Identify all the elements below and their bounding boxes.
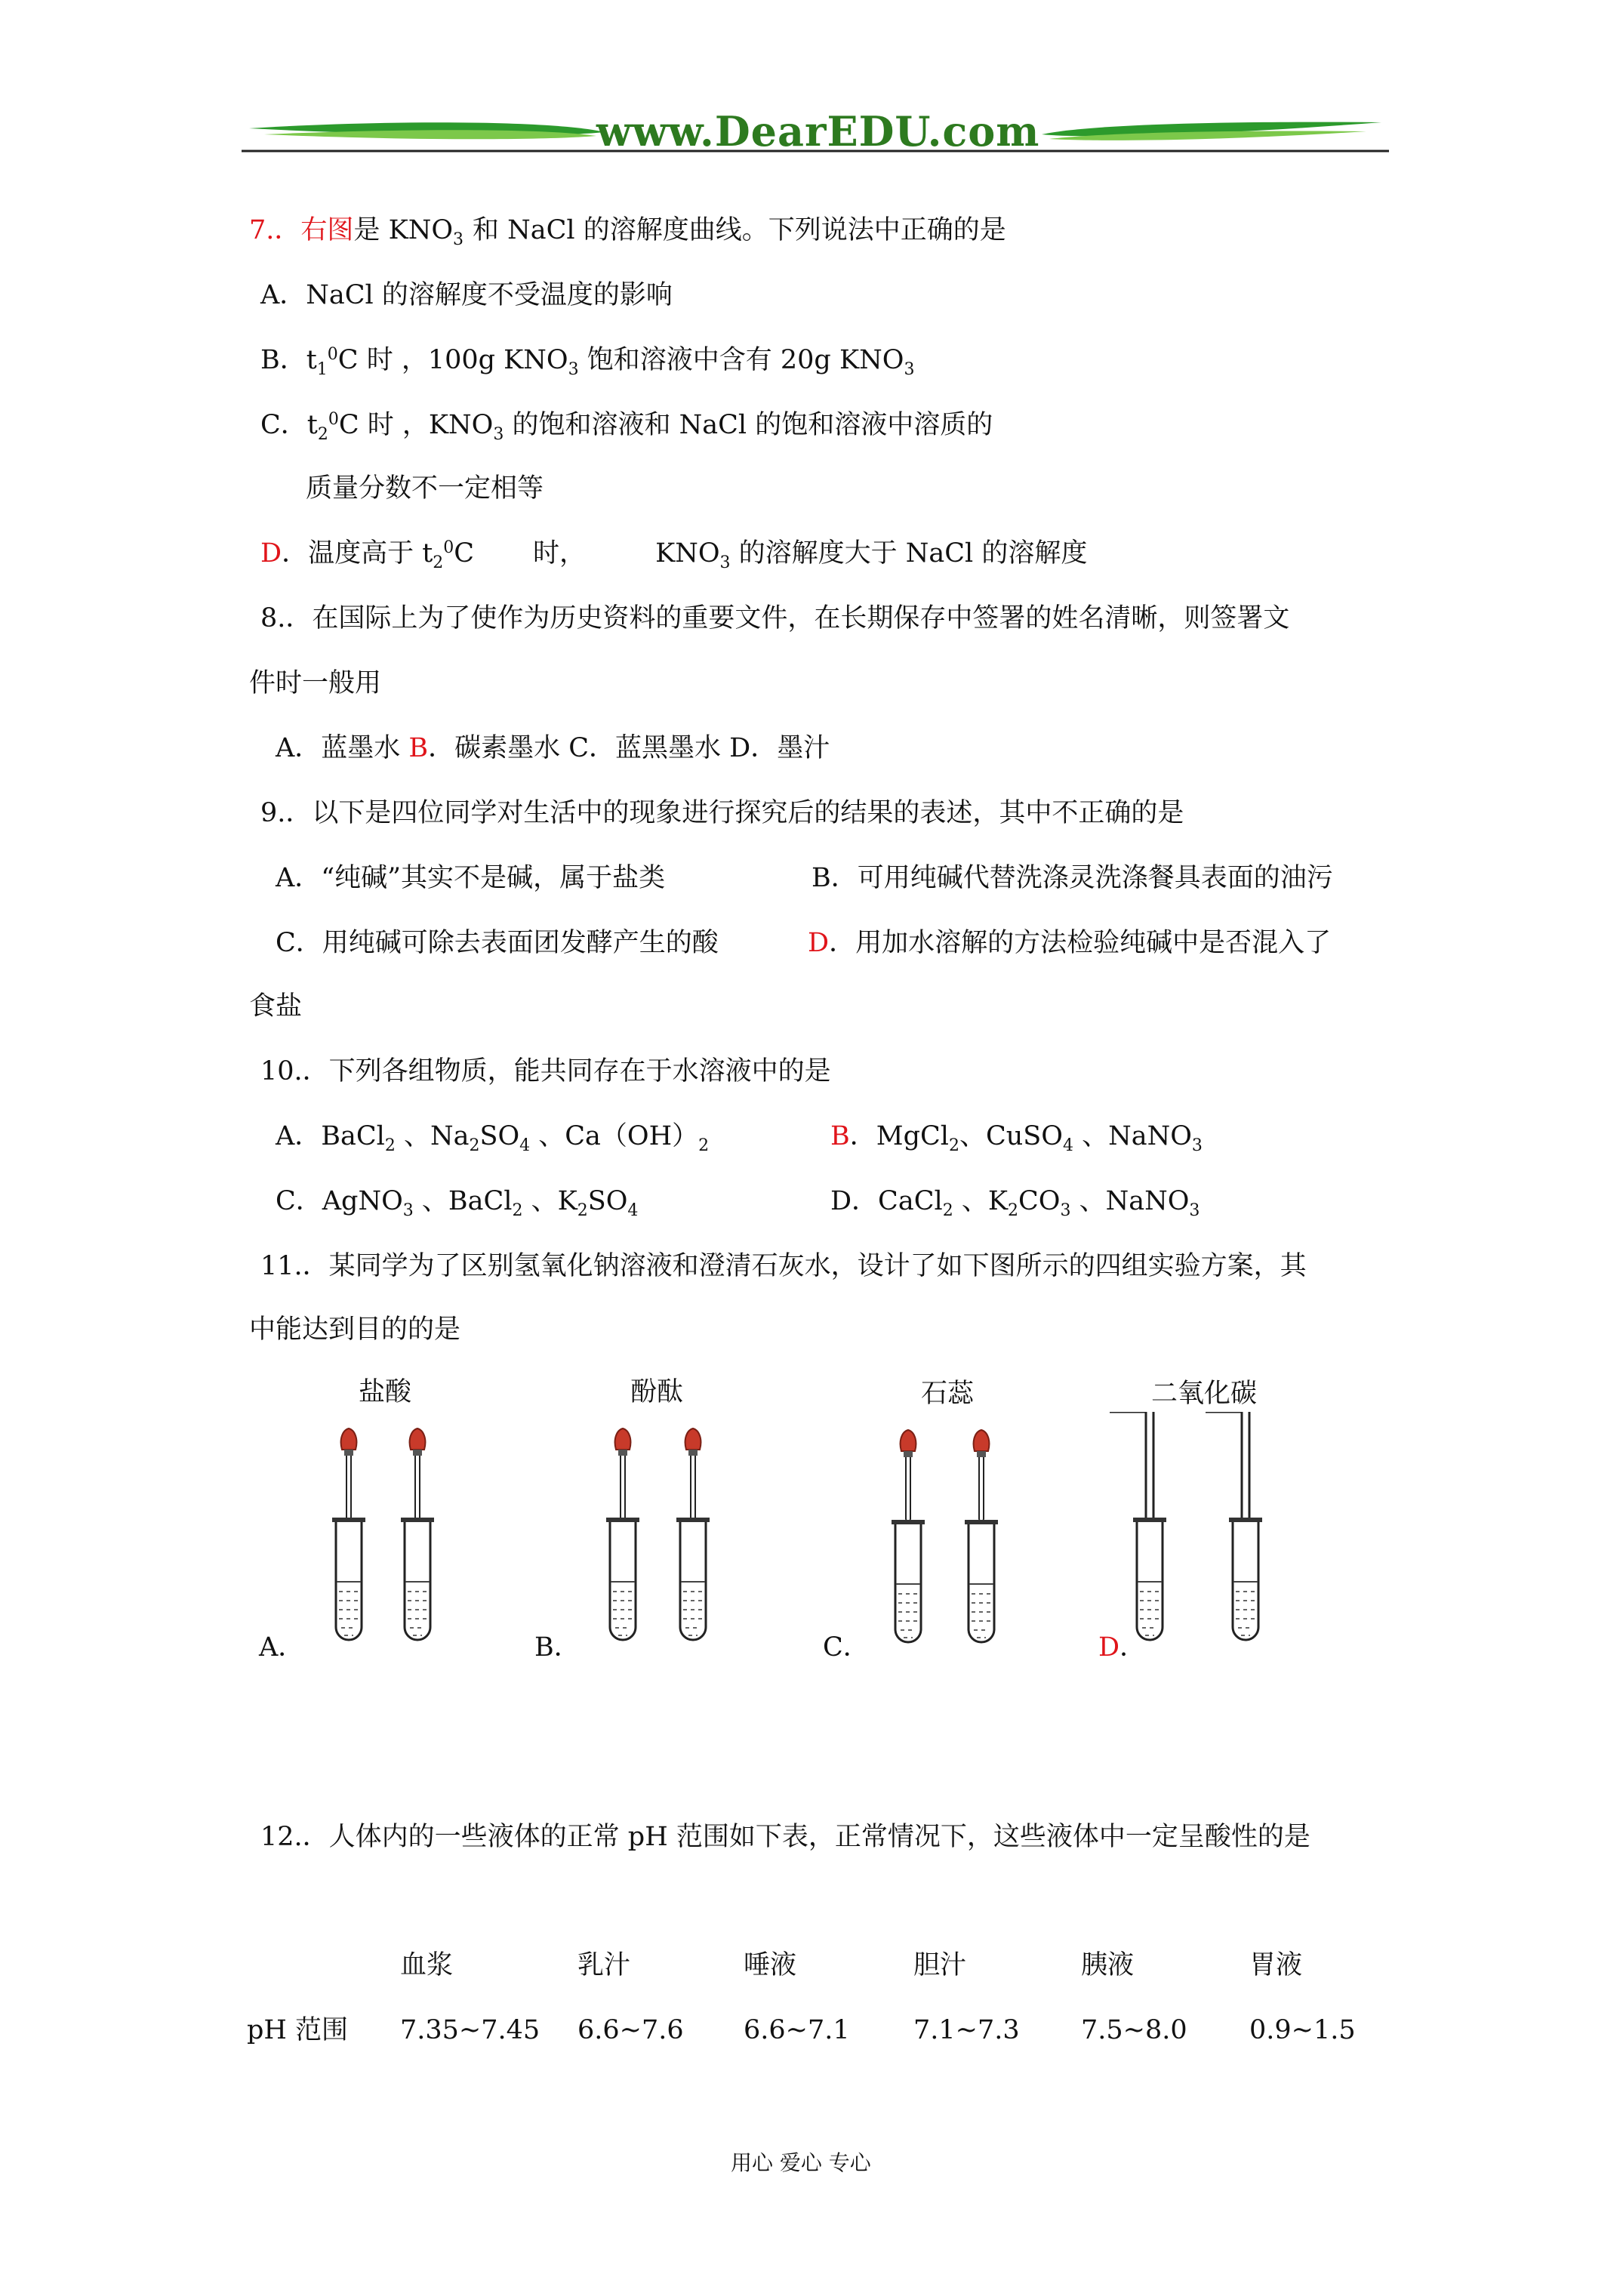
q7-option-c: C．$t_2^0C$ 时 ，$KNO_3$ 的饱和溶液和 NaCl 的饱和溶液中溶质的	[260, 410, 993, 444]
q10-option-d: D．CaCl$_2$ 、$K_2CO_3$ 、NaNO$_3$	[830, 1186, 1200, 1220]
ph-table-cell: 7.35~7.45	[400, 2015, 540, 2045]
tube-a2-icon	[401, 1518, 434, 1640]
q8-stem-line1: 8.．在国际上为了使作为历史资料的重要文件，在长期保存中签署的姓名清晰，则签署文	[260, 603, 1290, 633]
reagent-label-b: 酚酞	[630, 1377, 684, 1407]
q9-option-d-continued: 食盐	[249, 991, 303, 1022]
tube-a1-icon	[332, 1518, 365, 1640]
q10-option-b: B．MgCl$_2$、CuSO$_4$ 、NaNO$_3$	[830, 1121, 1203, 1155]
tube-c2-icon	[965, 1520, 998, 1642]
group-label-d: D．	[1098, 1632, 1147, 1663]
q7-option-c-continued: 质量分数不一定相等	[306, 473, 544, 504]
group-label-c: C．	[823, 1632, 870, 1663]
q9-option-b: B．可用纯碱代替洗涤灵洗涤餐具表面的油污	[812, 863, 1333, 893]
page-footer: 用心 爱心 专心	[731, 2150, 871, 2175]
q12-stem: 12.．人体内的一些液体的正常 pH 范围如下表，正常情况下，这些液体中一定呈酸性的是	[260, 1822, 1310, 1852]
ph-table-header: 唾液	[744, 1950, 797, 1980]
tube-c1-icon	[892, 1520, 925, 1642]
q7-number: 7.	[249, 215, 275, 245]
q11-stem-line1: 11.．某同学为了区别氢氧化钠溶液和澄清石灰水，设计了如下图所示的四组实验方案，其	[260, 1251, 1307, 1281]
ph-table-cell: 6.6~7.1	[744, 2015, 850, 2045]
dropper-c1-icon	[901, 1430, 916, 1528]
reagent-label-a: 盐酸	[359, 1377, 412, 1407]
ph-table-header: 血浆	[400, 1950, 454, 1980]
dropper-b1-icon	[615, 1428, 631, 1527]
reagent-label-d: 二氧化碳	[1151, 1379, 1258, 1409]
tube-d1-icon	[1133, 1518, 1166, 1640]
q11-stem-line2: 中能达到目的的是	[249, 1314, 461, 1345]
dropper-b2-icon	[685, 1428, 701, 1527]
q9-option-a: A．“纯碱”其实不是碱，属于盐类	[276, 863, 666, 893]
q9-option-c: C．用纯碱可除去表面团发酵产生的酸	[276, 928, 719, 958]
q8-options: A．蓝墨水 B．碳素墨水 C．蓝黑墨水 D．墨汁	[276, 733, 830, 763]
site-title: www.DearEDU.com	[596, 107, 1040, 156]
reagent-label-c: 石蕊	[921, 1379, 975, 1409]
dropper-a2-icon	[410, 1428, 426, 1527]
header-banner	[242, 106, 1389, 159]
dropper-a1-icon	[341, 1428, 357, 1527]
group-label-a: A．	[259, 1632, 305, 1663]
ph-table-cell: 7.5~8.0	[1081, 2015, 1187, 2045]
tube-b2-icon	[676, 1518, 710, 1640]
experiment-diagram	[226, 1412, 1585, 1669]
q7-option-a: A．NaCl 的溶解度不受温度的影响	[260, 280, 673, 310]
ph-table-header: 胰液	[1081, 1950, 1135, 1980]
ph-table-cell: 7.1~7.3	[913, 2015, 1020, 2045]
q7-option-b: B．$t_1^0C$ 时 ，100g $KNO_3$ 饱和溶液中含有 20g $KNO_3$	[260, 345, 915, 379]
tube-d2-icon	[1229, 1518, 1262, 1640]
q9-option-d: D．用加水溶解的方法检验纯碱中是否混入了	[808, 928, 1332, 958]
q10-stem: 10.．下列各组物质，能共同存在于水溶液中的是	[260, 1056, 831, 1086]
q10-option-a: A．BaCl$_2$ 、$Na_2SO_4$ 、$Ca(OH)_2$	[276, 1121, 710, 1155]
q7-option-d: D．温度高于 $t_2^0C$ 时， $KNO_3$ 的溶解度大于 NaCl 的溶解度	[260, 538, 1088, 572]
ph-table-cell: 6.6~7.6	[577, 2015, 684, 2045]
q8-stem-line2: 件时一般用	[249, 668, 382, 698]
q10-option-c: C．AgNO$_3$ 、BaCl$_2$ 、$K_2SO_4$	[276, 1186, 639, 1220]
ph-table-header: 胆汁	[913, 1950, 967, 1980]
tube-b1-icon	[606, 1518, 639, 1640]
q9-stem: 9.．以下是四位同学对生活中的现象进行探究后的结果的表述，其中不正确的是	[260, 798, 1184, 828]
ph-table-cell: 0.9~1.5	[1249, 2015, 1356, 2045]
q7-stem: 7.．右图是 $KNO_3$ 和 NaCl 的溶解度曲线。下列说法中正确的是	[249, 215, 1006, 249]
ph-table-header: 胃液	[1249, 1950, 1303, 1980]
q7-lead: 右图	[300, 215, 354, 245]
ph-table-header: 乳汁	[577, 1950, 631, 1980]
ph-table-row-label: pH 范围	[247, 2015, 349, 2045]
dropper-c2-icon	[974, 1430, 990, 1528]
group-label-b: B．	[534, 1632, 581, 1663]
